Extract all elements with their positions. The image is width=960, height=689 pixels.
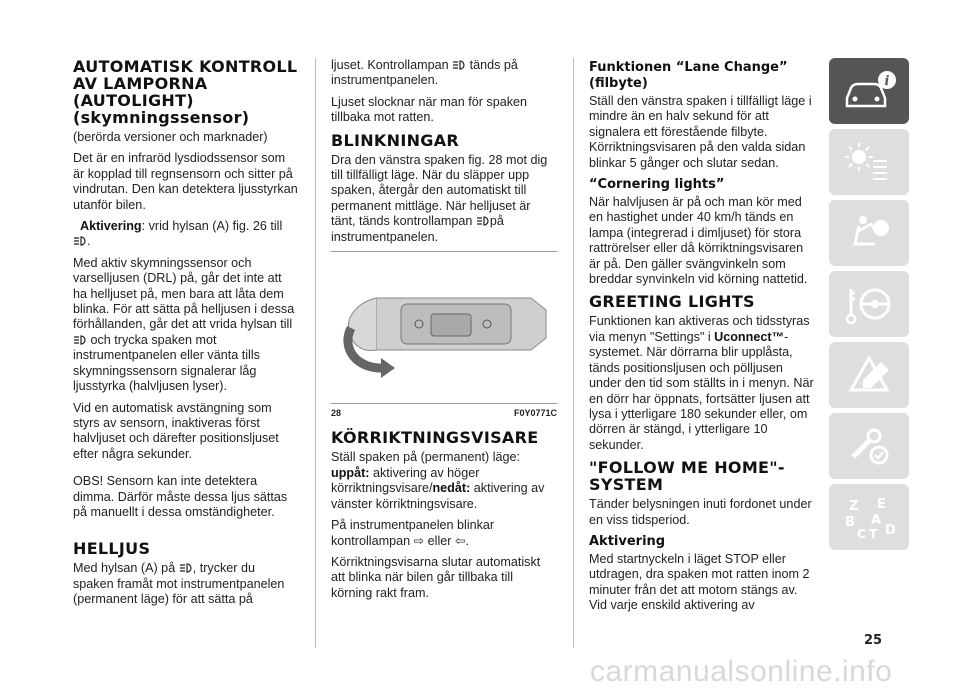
- index-letters-icon: [841, 494, 897, 540]
- column-3: [589, 58, 815, 620]
- subtitle-versions: (berörda versioner och marknader): [73, 130, 268, 144]
- paragraph-greeting: [589, 314, 815, 453]
- heading-cornering: “Cornering lights”: [589, 177, 725, 193]
- airbag-seat-icon: [841, 210, 897, 256]
- index-letter-z: Z: [849, 499, 859, 514]
- index-letter-a: A: [871, 513, 882, 528]
- greeting-text-1: Funktionen kan aktiveras och tidsstyras via menyn "Settings" i: [589, 314, 810, 344]
- page-number: 25: [864, 633, 883, 648]
- paragraph-helljus: [73, 561, 299, 607]
- activation-label: Aktivering: [80, 219, 142, 234]
- column-divider-2: [573, 58, 574, 648]
- index-letter-t: T: [869, 527, 878, 540]
- paragraph-aktivering: Med startnyckeln i läget STOP eller utdragen, dra spaken mot ratten inom 2 minuter från det att motorn stängs av. Vid varje enskild aktivering av: [589, 551, 810, 613]
- paragraph-sensor: Det är en infraröd lysdiodssensor som är kopplad till regnsensorn och sitter på vindrutan. Den kan detektera ljusstyrkan utanför bilen.: [73, 151, 298, 212]
- auto-light-icon: [73, 236, 87, 246]
- column-divider-1: [315, 58, 316, 648]
- index-letter-e: E: [877, 497, 886, 512]
- lever-illustration: [331, 258, 557, 403]
- paragraph-auto-off: Vid en automatisk avstängning som styrs av sensorn, inaktiveras först halvljuset och därefter positionsljuset efter några sekunder.: [73, 400, 279, 461]
- paragraph-activation: Aktivering: vrid hylsan (A) fig. 26 till .: [73, 219, 299, 250]
- paragraph-blink: [331, 153, 557, 245]
- tab-airbag-seat[interactable]: [829, 200, 909, 266]
- watermark: carmanualsonline.info: [590, 655, 893, 688]
- paragraph-helljus-text: Med hylsan (A) på: [73, 561, 176, 576]
- column-1: [73, 58, 299, 614]
- tab-index[interactable]: [829, 484, 909, 550]
- heading-aktivering: Aktivering: [589, 533, 666, 549]
- svg-text:i: i: [884, 74, 890, 89]
- figure-lever: [331, 258, 557, 403]
- chapter-sidebar: [829, 58, 909, 555]
- tab-key-steering[interactable]: [829, 271, 909, 337]
- up-label: uppåt:: [331, 465, 370, 480]
- down-label: nedåt:: [432, 481, 471, 496]
- column-2: [331, 58, 557, 607]
- arrow-right-icon: ⇨: [413, 533, 425, 548]
- paragraph-cornering: När halvljusen är på och man kör med en hastighet under 40 km/h tänds en lampa (integrerad i dimljuset) för stora rattrörelser eller då körriktningsvisaren är på. Den gäller svängvinkeln som breddar synvinkeln vid körning nattetid.: [589, 195, 808, 287]
- index-letter-c: C: [857, 527, 866, 540]
- tab-service[interactable]: [829, 413, 909, 479]
- uconnect-label: Uconnect™: [714, 329, 785, 344]
- turn-lamp-or: eller: [427, 533, 452, 548]
- paragraph-off: Ljuset slocknar när man för spaken tillbaka mot ratten.: [331, 94, 528, 125]
- heading-helljus: HELLJUS: [73, 539, 151, 559]
- high-beam-icon: [73, 335, 87, 345]
- key-steering-icon: [841, 281, 897, 327]
- figure-code: F0Y0771C: [513, 408, 557, 419]
- paragraph-turn-lamp: På instrumentpanelen blinkar kontrollampan ⇨ eller ⇦.: [331, 518, 495, 548]
- figure-caption: [331, 403, 557, 421]
- high-beam-indicator-icon-2: [476, 216, 490, 226]
- paragraph-turn-signal: [331, 450, 557, 512]
- paragraph-lamp: [331, 58, 557, 89]
- turn-text-3: aktivering av vänster körriktningsvisare.: [331, 481, 545, 511]
- index-letter-b: B: [845, 515, 855, 530]
- paragraph-drl: [73, 256, 299, 395]
- high-beam-icon-2: [179, 563, 193, 573]
- paragraph-follow-me: Tänder belysningen inuti fordonet under en viss tidsperiod.: [589, 497, 812, 527]
- paragraph-blink-text-2: på instrumentpanelen.: [331, 214, 504, 244]
- heading-korriktningsvisare: KÖRRIKTNINGSVISARE: [331, 428, 539, 448]
- heading-greeting: GREETING LIGHTS: [589, 292, 755, 312]
- heading-blinkningar: BLINKNINGAR: [331, 130, 460, 150]
- car-info-icon: [841, 68, 897, 114]
- heading-lane-change: Funktionen “Lane Change” (filbyte): [589, 60, 788, 91]
- paragraph-fog-note: OBS! Sensorn kan inte detektera dimma. Därför måste dessa ljus sättas på manuellt i dessa omständigheter.: [73, 474, 288, 519]
- turn-text-2: aktivering av höger körriktningsvisare/: [331, 465, 480, 496]
- turn-lamp-text: På instrumentpanelen blinkar kontrollampan: [331, 518, 495, 548]
- tab-breakdown[interactable]: [829, 342, 909, 408]
- greeting-text-2: -systemet. När dörrarna blir upplåsta, tänds positionsljusen och pölljusen under den tid som ställts in i menyn. När en dörr har öppnats, fortsätter ljusen att lysa i ytterligare 180 sekunder eller, om dörren är stängd, i ytterligare 10 sekunder.: [589, 329, 814, 452]
- tab-car-info[interactable]: [829, 58, 909, 124]
- paragraph-drl-text: Med aktiv skymningssensor och varselljusen (DRL) på, går det inte att ha helljuset på, men bara att låta dem blinka. För att sätta på helljusen i dessa förhållanden, går det att vrida hylsan till: [73, 255, 295, 332]
- paragraph-drl-text-2: och trycka spaken mot instrumentpanelen eller vänta tills skymningssensorn signalerar låg ljusstyrka (halvljusen lyser).: [73, 332, 260, 394]
- tab-warning-lights[interactable]: [829, 129, 909, 195]
- paragraph-turn-auto: Körriktningsvisarna slutar automatiskt att blinka när bilen går tillbaka till körning rakt fram.: [331, 554, 541, 600]
- paragraph-blink-text: Dra den vänstra spaken fig. 28 mot dig till tillfälligt läge. När du släpper upp spaken, återgår den automatiskt till permanent mittläge. När helljuset är tänt, tänds kontrollampan: [331, 152, 548, 229]
- arrow-left-icon: ⇦: [454, 533, 466, 548]
- index-letter-d: D: [885, 523, 896, 538]
- heading-follow-me: "FOLLOW ME HOME"-SYSTEM: [589, 458, 785, 495]
- paragraph-helljus-text-2: , trycker du spaken framåt mot instrumentpanelen (permanent läge) för att sätta på: [73, 561, 285, 607]
- breakdown-icon: [841, 352, 897, 398]
- heading-autolight: AUTOMATISK KONTROLL AV LAMPORNA (AUTOLIGHT) (skymningssensor): [73, 57, 298, 127]
- paragraph-lamp-text-2: tänds på instrumentpanelen.: [331, 58, 518, 88]
- figure-rule-top: [331, 251, 557, 252]
- paragraph-lamp-text: ljuset. Kontrollampan: [331, 58, 449, 72]
- figure-number: 28: [331, 408, 342, 419]
- paragraph-lane-change: Ställ den vänstra spaken i tillfälligt läge i mindre än en halv sekund för att signalera ett förestående filbyte. Körriktningsvisaren på den valda sidan blinkar 5 gånger och slutar sedan.: [589, 94, 812, 170]
- turn-text-1: Ställ spaken på (permanent) läge:: [331, 450, 521, 465]
- warning-lights-icon: [841, 139, 897, 185]
- activation-text: : vrid hylsan (A) fig. 26 till: [141, 219, 283, 234]
- high-beam-indicator-icon: [452, 60, 466, 70]
- service-icon: [841, 423, 897, 469]
